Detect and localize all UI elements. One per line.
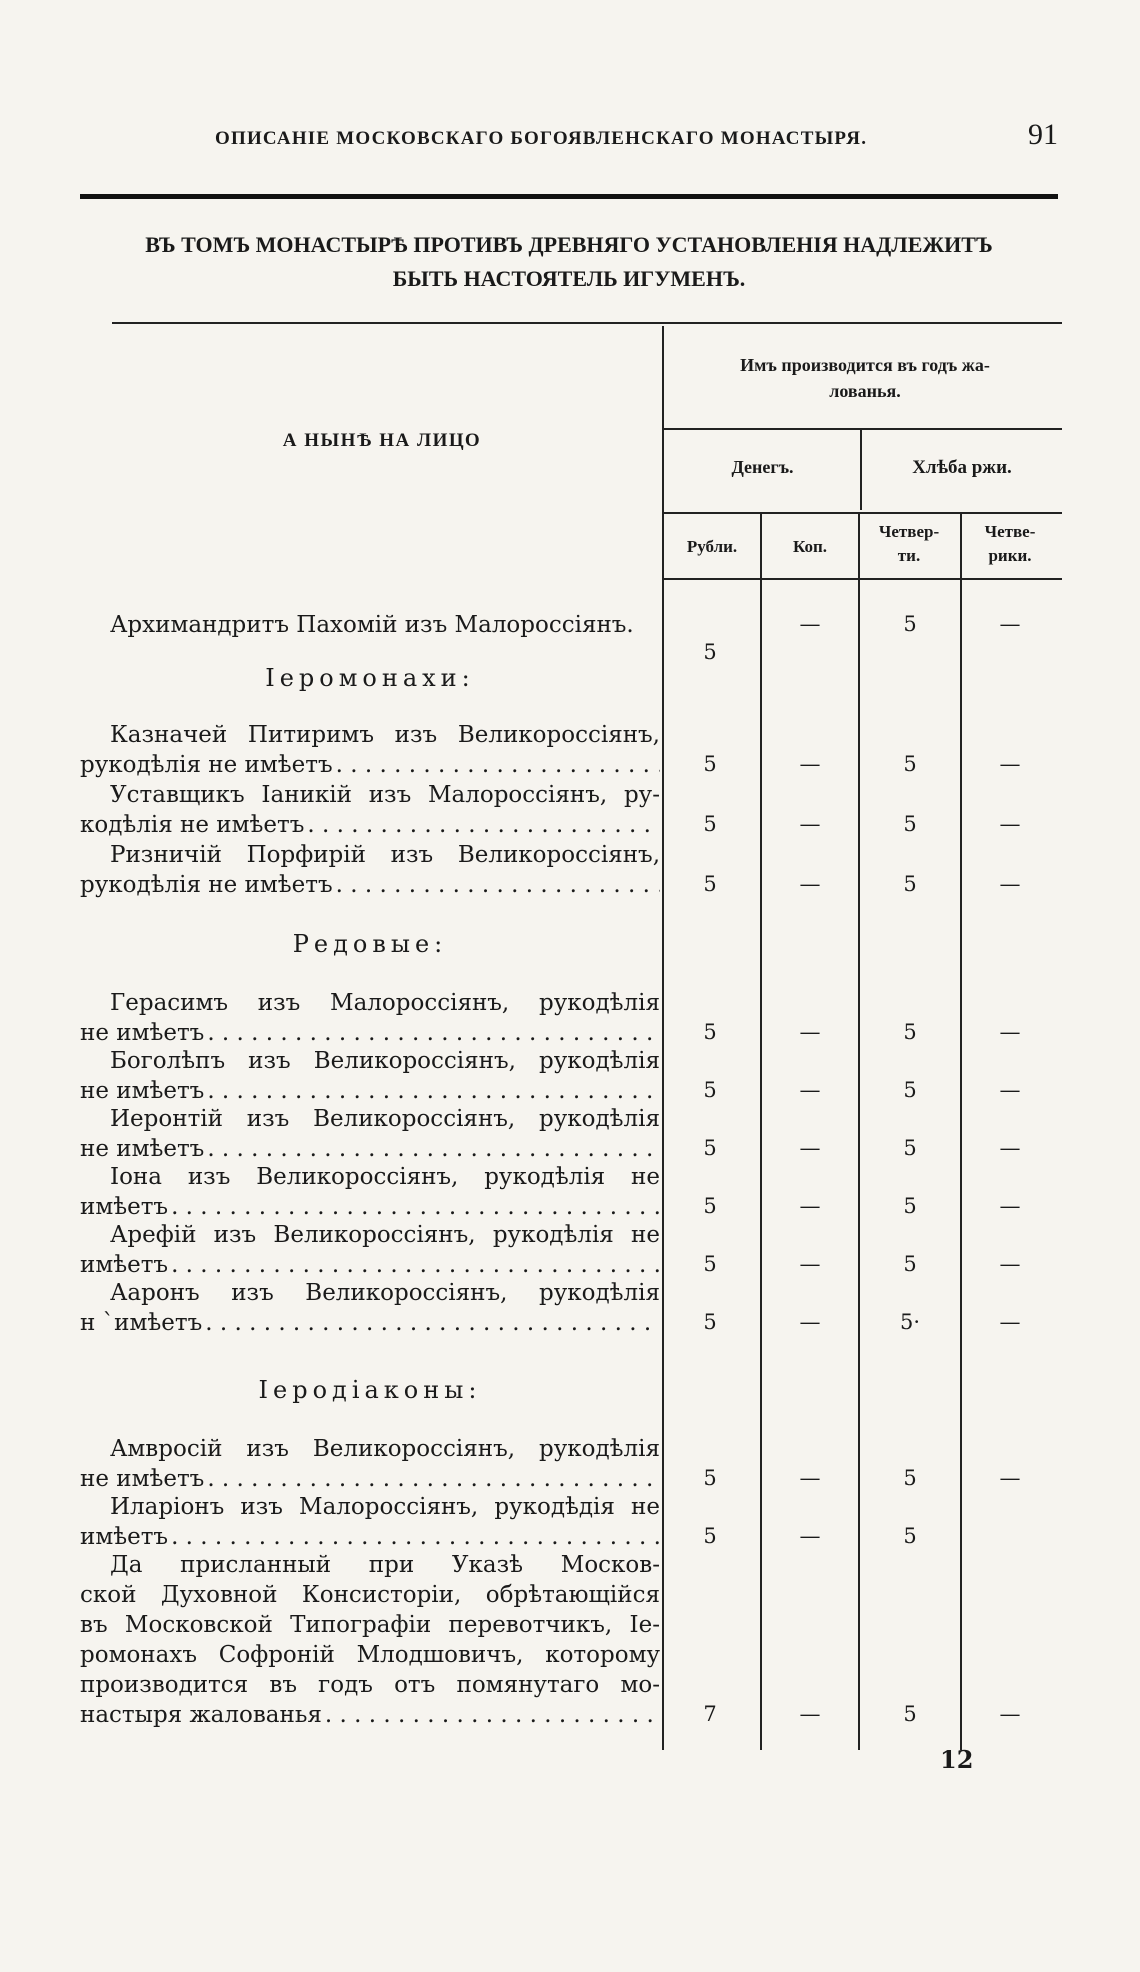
row-riznichii-line-1: Ризничій Порфирій изъ Великороссіянъ, [110, 842, 660, 868]
header-chetverti-line-2: ти. [897, 546, 921, 565]
row-illarion-line-2: имѣетъ [80, 1524, 169, 1550]
leader-dots [336, 750, 660, 780]
category-ordinary: Редовые: [292, 930, 448, 958]
gerasim-chetveriki: — [999, 1020, 1021, 1044]
row-gerasim-line-2: не имѣетъ [80, 1020, 205, 1046]
row-sofronii-line-5: производится въ годъ отъ помянутаго мо- [80, 1672, 660, 1698]
section-title-line-2: БЫТЬ НАСТОЯТЕЛЬ ИГУМЕНЪ. [392, 266, 746, 291]
header-rule [80, 194, 1058, 199]
amvrosii-rubles: 5 [703, 1466, 717, 1490]
header-bottom-rule [664, 578, 1062, 580]
bogolep-chetveriki: — [999, 1078, 1021, 1102]
header-chetverti-line-1: Четвер- [878, 522, 940, 541]
riznichii-rubles: 5 [703, 872, 717, 896]
sofronii-chetverti: 5 [903, 1702, 917, 1726]
arefii-chetveriki: — [999, 1252, 1021, 1276]
sofronii-kopecks: — [799, 1702, 821, 1726]
table-row-amvrosii [80, 1434, 660, 1494]
header-chetveriki-line-2: рики. [988, 546, 1032, 565]
gerasim-chetverti: 5 [903, 1020, 917, 1044]
running-title: ОПИСАНІЕ МОСКОВСКАГО БОГОЯВЛЕНСКАГО МОНАСТЫРЯ. [215, 128, 868, 149]
table-row-bogolep [80, 1046, 660, 1106]
bogolep-rubles: 5 [703, 1078, 717, 1102]
column-divider-rub-kop [760, 514, 762, 1750]
sofronii-chetveriki: — [999, 1702, 1021, 1726]
illarion-chetverti: 5 [903, 1524, 917, 1548]
gerasim-rubles: 5 [703, 1020, 717, 1044]
leader-dots [205, 1308, 660, 1338]
header-money: Денегъ. [731, 457, 794, 477]
section-title [80, 228, 1058, 296]
header-bread: Хлѣба ржи. [912, 457, 1012, 478]
row-iona-line-1: Іона изъ Великороссіянъ, рукодѣлія не [110, 1164, 660, 1190]
illarion-kopecks: — [799, 1524, 821, 1548]
row-ierontii-line-2: не имѣетъ [80, 1136, 205, 1162]
running-head [80, 118, 1058, 158]
ustavshchik-chetveriki: — [999, 812, 1021, 836]
leader-dots [207, 1018, 660, 1048]
table-row-sofronii [80, 1550, 660, 1730]
row-illarion-line-1: Иларіонъ изъ Малороссіянъ, рукодѣдія не [110, 1494, 660, 1520]
row-arefii-line-2: имѣетъ [80, 1252, 169, 1278]
table-top-rule [112, 322, 1062, 324]
header-chetverti [858, 520, 960, 568]
illarion-rubles: 5 [703, 1524, 717, 1548]
row-archimandrite-line-1: Архимандритъ Пахомій изъ Малороссіянъ. [110, 612, 634, 638]
arefii-kopecks: — [799, 1252, 821, 1276]
table-row-arefii [80, 1220, 660, 1280]
header-kopecks: Коп. [792, 537, 828, 556]
table-row-riznichii [80, 840, 660, 900]
ierontii-chetveriki: — [999, 1136, 1021, 1160]
gerasim-kopecks: — [799, 1020, 821, 1044]
row-amvrosii-line-1: Амвросій изъ Великороссіянъ, рукодѣлія [110, 1436, 660, 1462]
amvrosii-chetveriki: — [999, 1466, 1021, 1490]
table-row-ustavshchik [80, 780, 660, 840]
ierontii-kopecks: — [799, 1136, 821, 1160]
row-sofronii-line-1: Да присланный при Указѣ Москов- [110, 1552, 660, 1578]
leader-dots [171, 1522, 660, 1552]
table-row-gerasim [80, 988, 660, 1048]
amvrosii-kopecks: — [799, 1466, 821, 1490]
leader-dots [336, 870, 660, 900]
table-row-illarion [80, 1492, 660, 1552]
section-title-line-1: ВЪ ТОМЪ МОНАСТЫРѢ ПРОТИВЪ ДРЕВНЯГО УСТАНОВЛЕНІЯ НАДЛЕЖИТЪ [145, 232, 993, 257]
row-iona-line-2: имѣетъ [80, 1194, 169, 1220]
table-row-archimandrite [80, 610, 670, 640]
leader-dots [207, 1076, 660, 1106]
bogolep-chetverti: 5 [903, 1078, 917, 1102]
row-bogolep-line-1: Боголѣпъ изъ Великороссіянъ, рукодѣлія [110, 1048, 660, 1074]
row-bogolep-line-2: не имѣетъ [80, 1078, 205, 1104]
aaron-rubles: 5 [703, 1310, 717, 1334]
row-sofronii-line-6: настыря жалованья [80, 1702, 322, 1728]
leader-dots [207, 1464, 660, 1494]
category-hierodeacons: Іеродіаконы: [258, 1376, 482, 1404]
leader-dots [307, 810, 660, 840]
ierontii-chetverti: 5 [903, 1136, 917, 1160]
row-ustavshchik-line-2: кодѣлія не имѣетъ [80, 812, 305, 838]
aaron-kopecks: — [799, 1310, 821, 1334]
arefii-rubles: 5 [703, 1252, 717, 1276]
row-aaron-line-2: н `имѣетъ [80, 1310, 203, 1336]
units-subheader-rule [664, 512, 1062, 514]
aaron-chetveriki: — [999, 1310, 1021, 1334]
aaron-chetverti: 5· [899, 1310, 921, 1334]
row-sofronii-line-2: ской Духовной Консисторіи, обрѣтающійся [80, 1582, 660, 1608]
header-salary [665, 352, 1065, 404]
row-riznichii-line-2: рукодѣлія не имѣетъ [80, 872, 333, 898]
row-ierontii-line-1: Иеронтій изъ Великороссіянъ, рукодѣлія [110, 1106, 660, 1132]
sofronii-rubles: 7 [703, 1702, 717, 1726]
leader-dots [207, 1134, 660, 1164]
ustavshchik-kopecks: — [799, 812, 821, 836]
kaznachei-chetveriki: — [999, 752, 1021, 776]
row-ustavshchik-line-1: Уставщикъ Іаникій изъ Малороссіянъ, ру- [110, 782, 660, 808]
header-person-column: А НЫНѢ НА ЛИЦО [282, 430, 482, 451]
archimandrite-chetverti: 5 [903, 612, 917, 636]
salary-subheader-rule [664, 428, 1062, 430]
archimandrite-chetveriki: — [999, 612, 1021, 636]
iona-rubles: 5 [703, 1194, 717, 1218]
bogolep-kopecks: — [799, 1078, 821, 1102]
row-kaznachei-line-2: рукодѣлія не имѣетъ [80, 752, 333, 778]
row-amvrosii-line-2: не имѣетъ [80, 1466, 205, 1492]
row-sofronii-line-4: ромонахъ Софроній Млодшовичъ, которому [80, 1642, 660, 1668]
kaznachei-rubles: 5 [703, 752, 717, 776]
ustavshchik-rubles: 5 [703, 812, 717, 836]
amvrosii-chetverti: 5 [903, 1466, 917, 1490]
row-aaron-line-1: Ааронъ изъ Великороссіянъ, рукодѣлія [110, 1280, 660, 1306]
iona-chetverti: 5 [903, 1194, 917, 1218]
header-salary-line-1: Имъ производится въ годъ жа- [740, 355, 990, 375]
archimandrite-rubles: 5 [703, 640, 717, 664]
table-row-iona [80, 1162, 660, 1222]
riznichii-chetverti: 5 [903, 872, 917, 896]
row-gerasim-line-1: Герасимъ изъ Малороссіянъ, рукодѣлія [110, 990, 660, 1016]
row-sofronii-line-3: въ Московской Типографіи перевотчикъ, Іе- [80, 1612, 660, 1638]
ustavshchik-chetverti: 5 [903, 812, 917, 836]
leader-dots [325, 1700, 660, 1730]
riznichii-kopecks: — [799, 872, 821, 896]
riznichii-chetveriki: — [999, 872, 1021, 896]
category-hieromonks: Іеромонахи: [265, 664, 475, 692]
header-rubles: Рубли. [686, 537, 738, 556]
kaznachei-kopecks: — [799, 752, 821, 776]
row-arefii-line-1: Арефій изъ Великороссіянъ, рукодѣлія не [110, 1222, 660, 1248]
table-row-aaron [80, 1278, 660, 1338]
header-chetveriki-line-1: Четве- [984, 522, 1036, 541]
leader-dots [171, 1192, 660, 1222]
page-number: 91 [1028, 118, 1058, 151]
row-kaznachei-line-1: Казначей Питиримъ изъ Великороссіянъ, [110, 722, 660, 748]
header-chetveriki [960, 520, 1060, 568]
column-divider-kop-chet [858, 514, 860, 1750]
table-row-kaznachei [80, 720, 660, 780]
arefii-chetverti: 5 [903, 1252, 917, 1276]
column-divider-chet-chetv [960, 514, 962, 1750]
header-salary-line-2: лованья. [829, 381, 901, 401]
leader-dots [171, 1250, 660, 1280]
iona-kopecks: — [799, 1194, 821, 1218]
ierontii-rubles: 5 [703, 1136, 717, 1160]
table-row-ierontii [80, 1104, 660, 1164]
catchword: 12 [940, 1745, 974, 1774]
archimandrite-kopecks: — [799, 612, 821, 636]
iona-chetveriki: — [999, 1194, 1021, 1218]
kaznachei-chetverti: 5 [903, 752, 917, 776]
